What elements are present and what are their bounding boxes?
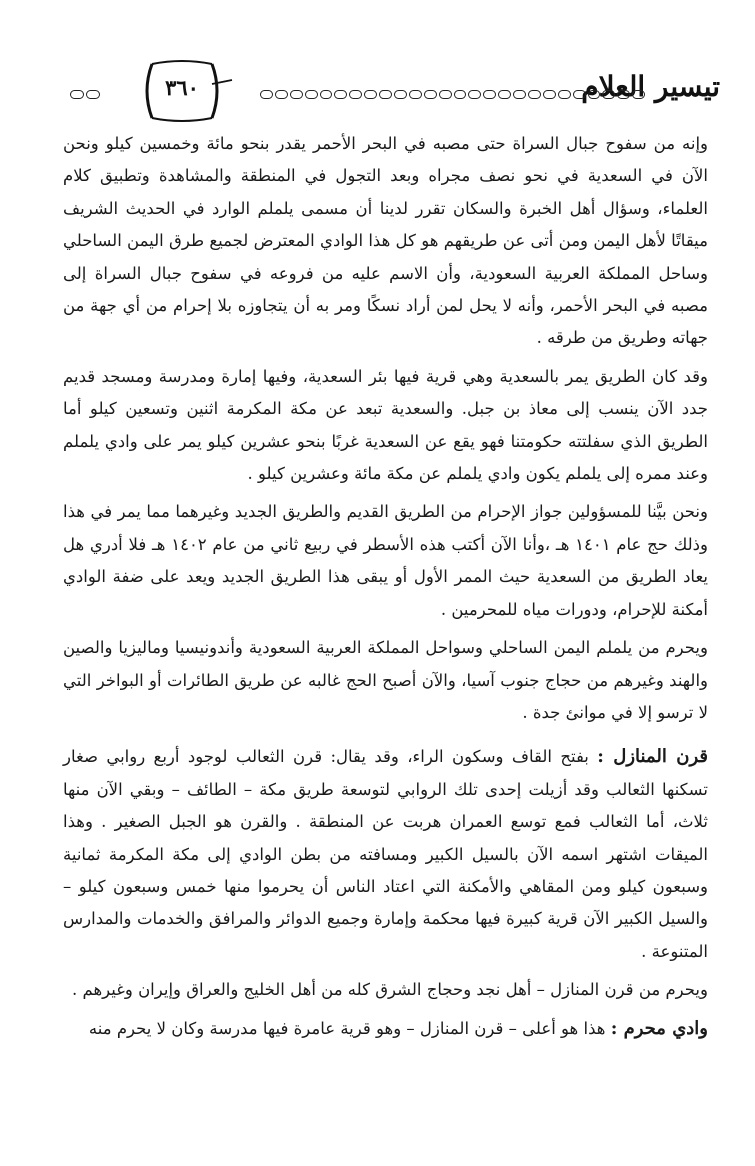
decorative-chain-ornament	[260, 90, 645, 104]
paragraph-yalamlam-extent: وإنه من سفوح جبال السراة حتى مصبه في البحر الأحمر يقدر بنحو مائة وخمسين كيلو ونحن الآن في السعدية في نحو نصف مجراه وبعد التجول في المنطقة والمشاهدة وتطبيق كلام العلماء، وسؤال أهل الخبرة والسكان تقرر لدينا أن مسمى يلملم الوارد في الحديث الشريف ميقاتًا لأهل اليمن ومن أتى عن طريقهم هو كل هذا الوادي المعترض لجميع طرق اليمن الساحلي وساحل المملكة العربية السعودية، وأن الاسم عليه من فروعه في سفوح جبال السراة إلى مصبه في البحر الأحمر، وأنه لا يحل لمن أراد نسكًا ومر به أن يتجاوزه بلا إحرام من أي جهة من جهاته وطريق من طرقه .	[63, 134, 708, 348]
paragraph-who-ihram-qarn: ويحرم من قرن المنازل – أهل نجد وحجاج الشرق كله من أهل الخليج والعراق وإيران وغيرهم .	[71, 980, 708, 1000]
term-qarn-almanazil: قرن المنازل :	[597, 746, 708, 768]
paragraph-officials: ونحن بيَّنا للمسؤولين جواز الإحرام من الطريق القديم والطريق الجديد وغيرهما مما يمر في هذا وذلك حج عام ١٤٠١ هـ ،وأنا الآن أكتب هذه الأسطر في ربيع ثاني من عام ١٤٠٢ هـ فلا أدري هل يعاد الطريق من السعدية حيث الممر الأول أو يبقى هذا الطريق الجديد ويعد على ضفة الوادي أمكنة للإحرام، ودورات مياه للمحرمين .	[63, 502, 708, 619]
paragraph-wadi-text: هذا هو أعلى – قرن المنازل – وهو قرية عامرة فيها مدرسة وكان لا يحرم منه	[88, 1018, 611, 1038]
paragraph-qarn-almanazil	[63, 741, 708, 968]
paragraph-who-ihram-yalamlam: ويحرم من يلملم اليمن الساحلي وسواحل المملكة العربية السعودية وأندونيسيا وماليزيا والصين والهند وغيرهم من حجاج جنوب آسيا، والآن أصبح الحج غالبه عن طريق الطائرات أو البواخر التي لا ترسو إلا في موانئ جدة .	[63, 638, 708, 722]
page-number-badge	[140, 58, 240, 124]
paragraph-old-road: وقد كان الطريق يمر بالسعدية وهي قرية فيها بئر السعدية، وفيها إمارة ومدرسة ومسجد قديم جدد الآن ينسب إلى معاذ بن جبل. والسعدية تبعد عن مكة المكرمة اثنين وتسعين كيلو أما الطريق الذي سفلتته حكومتنا فهو يقع عن السعدية غربًا بنحو عشرين كيلو يمر على وادي يلملم وعند ممره إلى يلملم يكون وادي يلملم عن مكة مائة وعشرين كيلو .	[63, 366, 709, 484]
book-title: تيسير العلام	[581, 70, 720, 103]
page-header	[60, 58, 720, 128]
page-body	[63, 128, 708, 1051]
page-number: ٣٦٠	[165, 75, 199, 100]
paragraph-qarn-text: بفتح القاف وسكون الراء، وقد يقال: قرن الثعالب لوجود أربع روابي صغار تسكنها الثعالب وقد أزيلت إحدى تلك الروابي لتوسعة طريق مكة – الطائف – وبقي الآن منها ثلاث، أما الثعالب فمع توسع العمران هربت عن المنطقة . والقرن هو الجبل الصغير . وهذا الميقات اشتهر اسمه الآن بالسيل الكبير ومسافته من بطن الوادي إلى مكة المكرمة ثمانية وسبعون كيلو ومن المقاهي والأمكنة التي اعتاد الناس أن يحرموا منها خمس وسبعون كيلو – والسيل الكبير الآن قرية كبيرة فيها محكمة وإمارة وجميع الدوائر والمرافق والخدمات والمدارس المتنوعة .	[63, 747, 708, 961]
term-wadi-muharram: وادي محرم :	[610, 1017, 708, 1039]
decorative-chain-ornament-small	[70, 90, 110, 104]
paragraph-wadi-muharram	[63, 1013, 708, 1045]
